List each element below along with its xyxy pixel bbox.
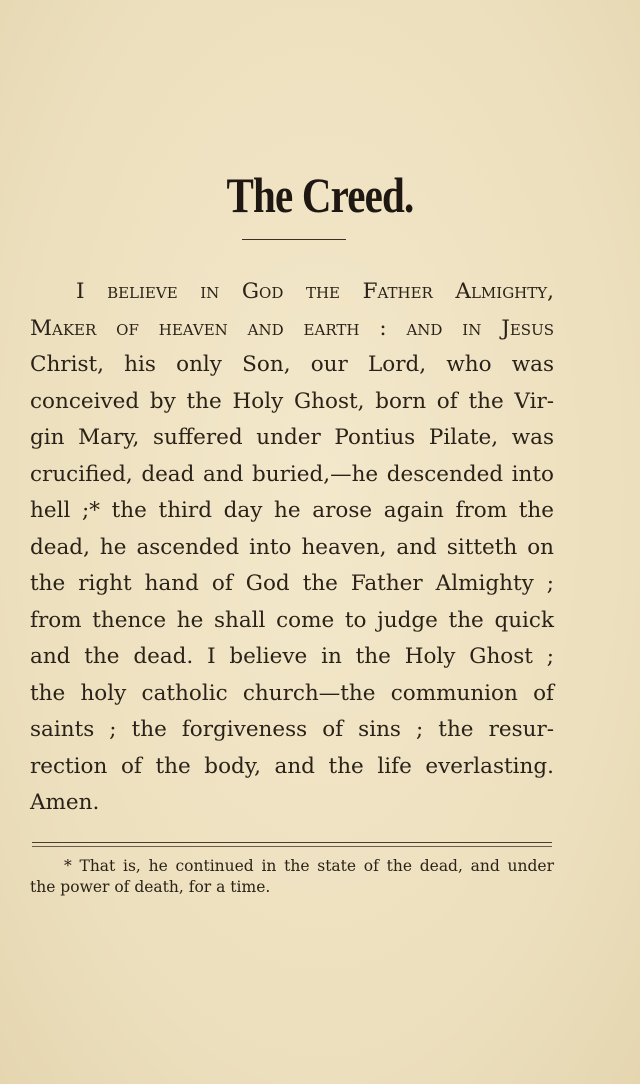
text-line: the right hand of God the Father Almighty ;: [30, 571, 554, 596]
text-line: Amen.: [30, 790, 100, 815]
text-line: Christ, his only Son, our Lord, who was: [30, 352, 554, 377]
text-line: dead, he ascended into heaven, and sitteth on: [30, 534, 554, 560]
footnote-line: * That is, he continued in the state of the dead, and under: [64, 857, 554, 875]
text-line: conceived by the Holy Ghost, born of the Vir-: [30, 388, 554, 414]
text-line: hell ;* the third day he arose again from the: [30, 498, 554, 523]
creed-text: [30, 274, 554, 822]
text-line: the holy catholic church—the communion of: [30, 680, 554, 706]
text-line: rection of the body, and the life everlasting.: [30, 753, 554, 779]
footnote-divider: [32, 842, 552, 843]
text-line: and the dead. I believe in the Holy Ghost ;: [30, 644, 554, 669]
text-line: crucified, dead and buried,—he descended into: [30, 461, 554, 487]
page-title: The Creed.: [226, 167, 414, 223]
footnote: [30, 856, 554, 898]
text-line: Maker of heaven and earth : and in Jesus: [30, 315, 554, 341]
footnote-divider-secondary: [32, 846, 552, 847]
text-line: saints ; the forgiveness of sins ; the resur-: [30, 717, 554, 742]
text-line: from thence he shall come to judge the quick: [30, 607, 554, 633]
text-line: I believe in God the Father Almighty,: [76, 279, 554, 304]
footnote-line: the power of death, for a time.: [30, 878, 271, 896]
title-divider: [242, 239, 346, 240]
text-line: gin Mary, suffered under Pontius Pilate, was: [30, 425, 554, 450]
